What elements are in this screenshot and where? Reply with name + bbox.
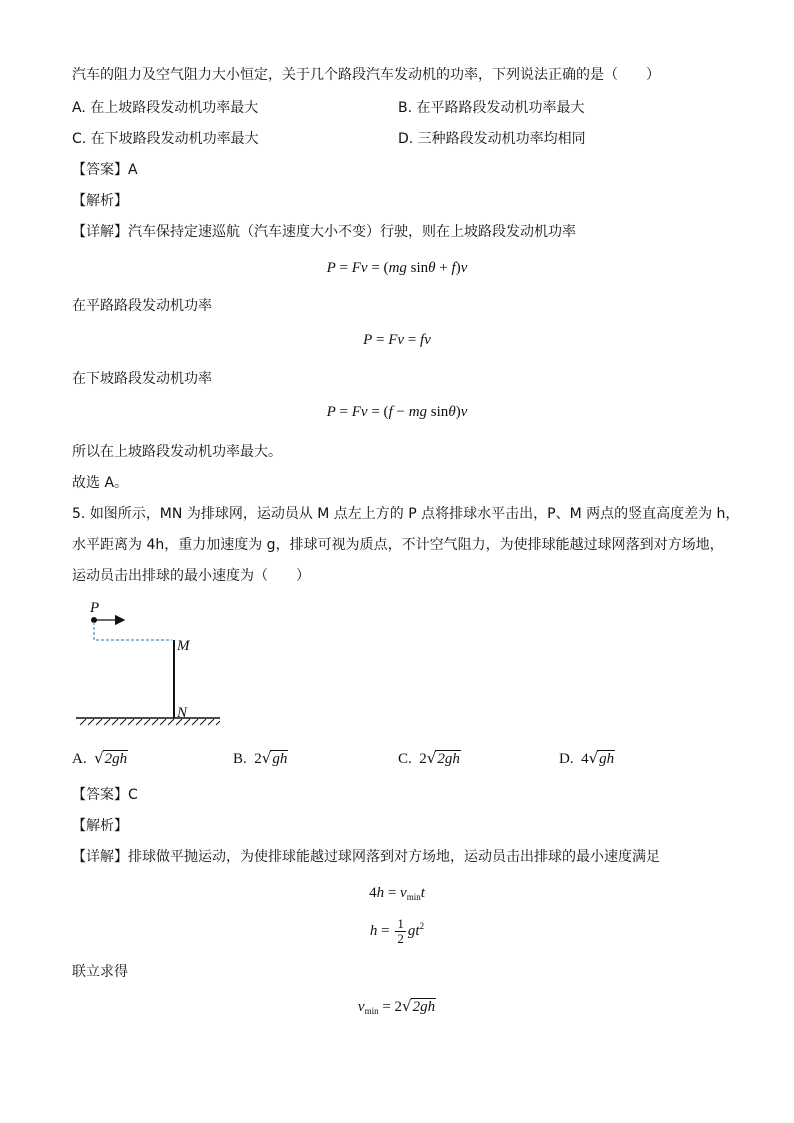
option-d-radicand: gh [599, 751, 615, 767]
equation-vertical: h = $\frac{1}{2}$ $gt^2$ [369, 916, 425, 947]
q4-choose: 故选 A。 [72, 475, 129, 491]
dashed-path [94, 622, 172, 640]
figure-label-p: P [90, 600, 100, 616]
q5-stem-line-1 [72, 504, 739, 524]
q5-stem-line-3: 运动员击出排球的最小速度为（ ） [72, 568, 310, 584]
q5-combine: 联立求得 [72, 964, 128, 980]
ground-hatching [80, 719, 220, 725]
answer-value: C [128, 787, 138, 803]
q4-text-flat: 在平路路段发动机功率 [72, 298, 212, 314]
q5-number: 5. [72, 506, 86, 522]
q5-detail-line [72, 847, 660, 867]
equation-flat: P = Fv = fv [363, 332, 431, 348]
q5-option-a: A. √2gh [72, 749, 128, 767]
q5-stem-line-2: 水平距离为 4h，重力加速度为 g，排球可视为质点，不计空气阻力，为使排球能越过球网落到对方场地， [72, 537, 724, 553]
answer-value: A [128, 162, 138, 178]
q5-option-d: D. 4√gh [559, 749, 615, 767]
detail-tag: 【详解】 [72, 224, 128, 240]
equation-downhill: P = Fv = (f − mg sinθ)v [326, 404, 468, 420]
option-a-letter: A. [72, 751, 87, 767]
option-b-coef: 2 [254, 751, 262, 767]
q4-conclusion: 所以在上坡路段发动机功率最大。 [72, 444, 282, 460]
answer-tag: 【答案】 [72, 787, 128, 803]
equation-result: $v_{min} = 2√2gh$ [357, 997, 436, 1016]
equation-horizontal: $4h = v_{min}t$ [369, 885, 425, 902]
q4-analysis-tag: 【解析】 [72, 193, 128, 209]
option-b-letter: B. [233, 751, 247, 767]
option-c-radicand: 2gh [437, 751, 460, 767]
detail-text: 汽车保持定速巡航（汽车速度大小不变）行驶，则在上坡路段发动机功率 [128, 224, 576, 240]
q4-option-d: D. 三种路段发动机功率均相同 [398, 131, 586, 147]
q4-option-b: B. 在平路路段发动机功率最大 [398, 100, 585, 116]
q5-option-c: C. 2√2gh [398, 749, 460, 767]
q4-detail-line [72, 222, 576, 242]
option-a-radicand: 2gh [104, 751, 128, 767]
q4-option-a: A. 在上坡路段发动机功率最大 [72, 100, 259, 116]
volleyball-net-figure [72, 598, 232, 730]
option-d-letter: D. [559, 751, 574, 767]
q5-stem-1: 如图所示，MN 为排球网，运动员从 M 点左上方的 P 点将排球水平击出，P、M 两点的竖直高度差为 h， [89, 506, 740, 522]
detail-text: 排球做平抛运动，为使排球能越过球网落到对方场地，运动员击出排球的最小速度满足 [128, 849, 660, 865]
option-c-coef: 2 [419, 751, 427, 767]
figure-label-n: N [177, 705, 188, 721]
q5-option-b: B. 2√gh [233, 749, 288, 767]
q5-answer-line [72, 785, 138, 805]
equation-uphill: P = Fv = (mg sinθ + f)v [326, 260, 468, 276]
detail-tag: 【详解】 [72, 849, 128, 865]
q4-answer-line [72, 160, 138, 180]
option-d-coef: 4 [581, 751, 589, 767]
q4-option-c: C. 在下坡路段发动机功率最大 [72, 131, 259, 147]
option-b-radicand: gh [272, 751, 288, 767]
figure-label-m: M [177, 638, 190, 654]
q5-analysis-tag: 【解析】 [72, 818, 128, 834]
q4-text-down: 在下坡路段发动机功率 [72, 371, 212, 387]
option-c-letter: C. [398, 751, 412, 767]
q4-stem-tail: 汽车的阻力及空气阻力大小恒定，关于几个路段汽车发动机的功率，下列说法正确的是（ ） [72, 67, 660, 83]
answer-tag: 【答案】 [72, 162, 128, 178]
